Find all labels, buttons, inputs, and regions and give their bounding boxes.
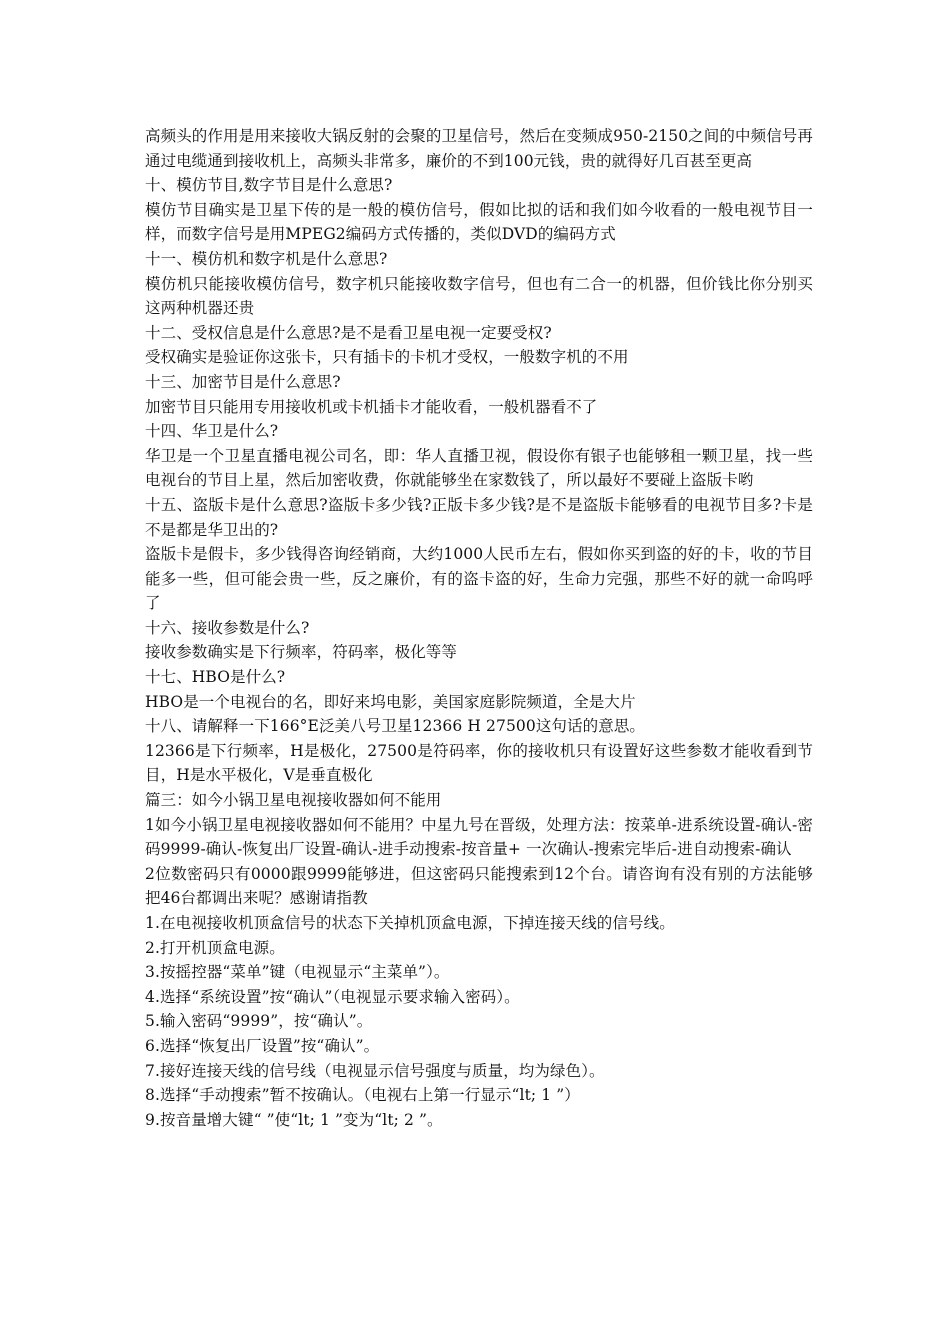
paragraph-9: 加密节目只能用专用接收机或卡机插卡才能收看，一般机器看不了	[145, 397, 598, 416]
paragraph-16: 十七、HBO是什么?	[145, 668, 286, 687]
step-2: 2.打开机顶盒电源。	[145, 938, 285, 957]
paragraph-17: HBO是一个电视台的名，即好来坞电影，美国家庭影院频道，全是大片	[145, 692, 636, 711]
section-heading: 篇三：如今小锅卫星电视接收器如何不能用	[145, 791, 442, 810]
paragraph-1: 高频头的作用是用来接收大锅反射的会聚的卫星信号，然后在变频成950-2150之间的中频信号再通过电缆通到接收机上，高频头非常多，廉价的不到100元钱，贵的就得好几百甚至更高	[145, 127, 813, 170]
paragraph-12: 十五、盗版卡是什么意思?盗版卡多少钱?正版卡多少钱?是不是盗版卡能够看的电视节目多?卡是不是都是华卫出的?	[145, 495, 813, 539]
step-5: 5.输入密码“9999”，按“确认”。	[145, 1012, 373, 1031]
paragraph-7: 受权确实是验证你这张卡，只有插卡的卡机才受权，一般数字机的不用	[145, 348, 629, 367]
step-9: 9.按音量增大键“ ”使“lt; 1 ”变为“lt; 2 ”。	[145, 1110, 443, 1129]
paragraph-3: 模仿节目确实是卫星下传的是一般的模仿信号，假如比拟的话和我们如今收看的一般电视节目一样，而数字信号是用MPEG2编码方式传播的，类似DVD的编码方式	[145, 200, 813, 244]
paragraph-13: 盗版卡是假卡，多少钱得咨询经销商，大约1000人民币左右，假如你买到盗的好的卡，收的节目能多一些，但可能会贵一些，反之廉价，有的盗卡盗的好，生命力完强，那些不好的就一命呜呼了	[145, 545, 813, 613]
step-6: 6.选择“恢复出厂设置”按“确认”。	[145, 1036, 380, 1055]
step-1: 1.在电视接收机顶盒信号的状态下关掉机顶盒电源，下掉连接天线的信号线。	[145, 914, 675, 932]
step-4: 4.选择“系统设置”按“确认”（电视显示要求输入密码）。	[145, 987, 520, 1006]
document-body	[145, 124, 813, 1132]
paragraph-8: 十三、加密节目是什么意思?	[145, 372, 341, 391]
step-3: 3.按摇控器“菜单”键（电视显示“主菜单”）。	[145, 963, 450, 982]
step-8: 8.选择“手动搜索”暂不按确认。（电视右上第一行显示“lt; 1 ”）	[145, 1086, 580, 1105]
paragraph-19: 12366是下行频率，H是极化，27500是符码率，你的接收机只有设置好这些参数才能收看到节目，H是水平极化，V是垂直极化	[145, 741, 813, 785]
step-7: 7.接好连接天线的信号线（电视显示信号强度与质量，均为绿色）。	[145, 1061, 605, 1080]
paragraph-2: 十、模仿节目,数字节目是什么意思?	[145, 176, 393, 195]
paragraph-6: 十二、受权信息是什么意思?是不是看卫星电视一定要受权?	[145, 323, 552, 342]
paragraph-15: 接收参数确实是下行频率，符码率，极化等等	[145, 643, 458, 662]
paragraph-18: 十八、请解释一下166°E泛美八号卫星12366 H 27500这句话的意思。	[145, 717, 646, 736]
paragraph-22: 2位数密码只有0000跟9999能够进，但这密码只能搜索到12个台。请咨询有没有别的方法能够把46台都调出来呢？感谢请指教	[145, 864, 813, 908]
paragraph-11: 华卫是一个卫星直播电视公司名，即：华人直播卫视，假设你有银子也能够租一颗卫星，找一些电视台的节目上星，然后加密收费，你就能够坐在家数钱了，所以最好不要碰上盗版卡哟	[145, 446, 813, 490]
paragraph-10: 十四、华卫是什么?	[145, 422, 279, 441]
paragraph-21: 1如今小锅卫星电视接收器如何不能用？中星九号在晋级，处理方法：按菜单-进系统设置-确认-密码9999-确认-恢复出厂设置-确认-进手动搜索-按音量+ 一次确认-搜索完毕后-进自动搜索-确认	[145, 815, 813, 859]
paragraph-4: 十一、模仿机和数字机是什么意思?	[145, 249, 388, 268]
paragraph-5: 模仿机只能接收模仿信号，数字机只能接收数字信号，但也有二合一的机器，但价钱比你分别买这两种机器还贵	[145, 274, 813, 318]
paragraph-14: 十六、接收参数是什么?	[145, 618, 310, 637]
